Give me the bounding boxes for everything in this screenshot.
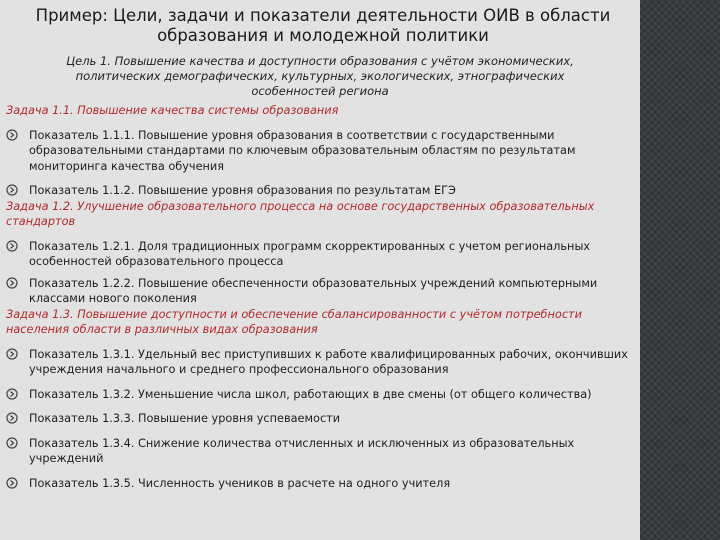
decorative-side-panel	[640, 0, 720, 540]
indicator-item	[6, 183, 636, 199]
goal-line: Цель 1. Повышение качества и доступности образования с учётом экономических,	[66, 54, 574, 68]
indicator-text: Показатель 1.3.5. Численность учеников в расчете на одного учителя	[29, 476, 451, 490]
circle-arrow-bullet-icon	[6, 129, 18, 141]
indicator-text: Показатель 1.2.2. Повышение обеспеченности образовательных учреждений компьютерными классами нового поколения	[29, 276, 598, 305]
indicator-item	[6, 276, 636, 307]
indicator-item	[6, 436, 636, 467]
indicator-text: Показатель 1.3.2. Уменьшение числа школ, работающих в две смены (от общего количества)	[29, 387, 592, 401]
title-line: Пример: Цели, задачи и показатели деятельности ОИВ в области	[35, 6, 611, 25]
indicator-text: Показатель 1.3.4. Снижение количества отчисленных и исключенных из образовательных учреждений	[29, 436, 575, 465]
circle-arrow-bullet-icon	[6, 388, 18, 400]
indicator-item	[6, 239, 636, 270]
circle-arrow-bullet-icon	[6, 348, 18, 360]
indicator-item	[6, 476, 636, 492]
circle-arrow-bullet-icon	[6, 277, 18, 289]
indicator-item	[6, 387, 636, 403]
indicator-text: Показатель 1.3.1. Удельный вес приступивших к работе квалифицированных рабочих, окончивших учреждения начального и среднего профессионального образования	[29, 347, 628, 376]
indicator-text: Показатель 1.1.2. Повышение уровня образования по результатам ЕГЭ	[29, 184, 456, 197]
indicator-text: Показатель 1.3.3. Повышение уровня успеваемости	[29, 412, 341, 425]
indicator-item	[6, 347, 636, 378]
task-heading: Задача 1.3. Повышение доступности и обеспечение сбалансированности с учётом потребности населения области в различных видах образования	[6, 307, 582, 336]
content-list	[6, 103, 636, 491]
goal-line: политических демографических, культурных, экологических, этнографических	[75, 69, 565, 83]
task-heading: Задача 1.2. Улучшение образовательного процесса на основе государственных образовательных стандартов	[6, 199, 595, 228]
indicator-text: Показатель 1.2.1. Доля традиционных программ скорректированных с учетом региональных особенностей образовательного процесса	[29, 239, 591, 268]
slide-title	[18, 6, 628, 46]
goal-line: особенностей региона	[251, 84, 389, 98]
circle-arrow-bullet-icon	[6, 412, 18, 424]
circle-arrow-bullet-icon	[6, 240, 18, 252]
title-line: образования и молодежной политики	[157, 26, 489, 45]
goal-text	[8, 54, 632, 99]
circle-arrow-bullet-icon	[6, 477, 18, 489]
task-heading: Задача 1.1. Повышение качества системы образования	[6, 104, 339, 117]
circle-arrow-bullet-icon	[6, 184, 18, 196]
circle-arrow-bullet-icon	[6, 437, 18, 449]
indicator-item	[6, 411, 636, 427]
indicator-item	[6, 128, 636, 175]
indicator-text: Показатель 1.1.1. Повышение уровня образования в соответствии с государственными образовательными стандартами по ключевым образовательным областям по результатам мониторинга качества обучения	[29, 128, 576, 173]
